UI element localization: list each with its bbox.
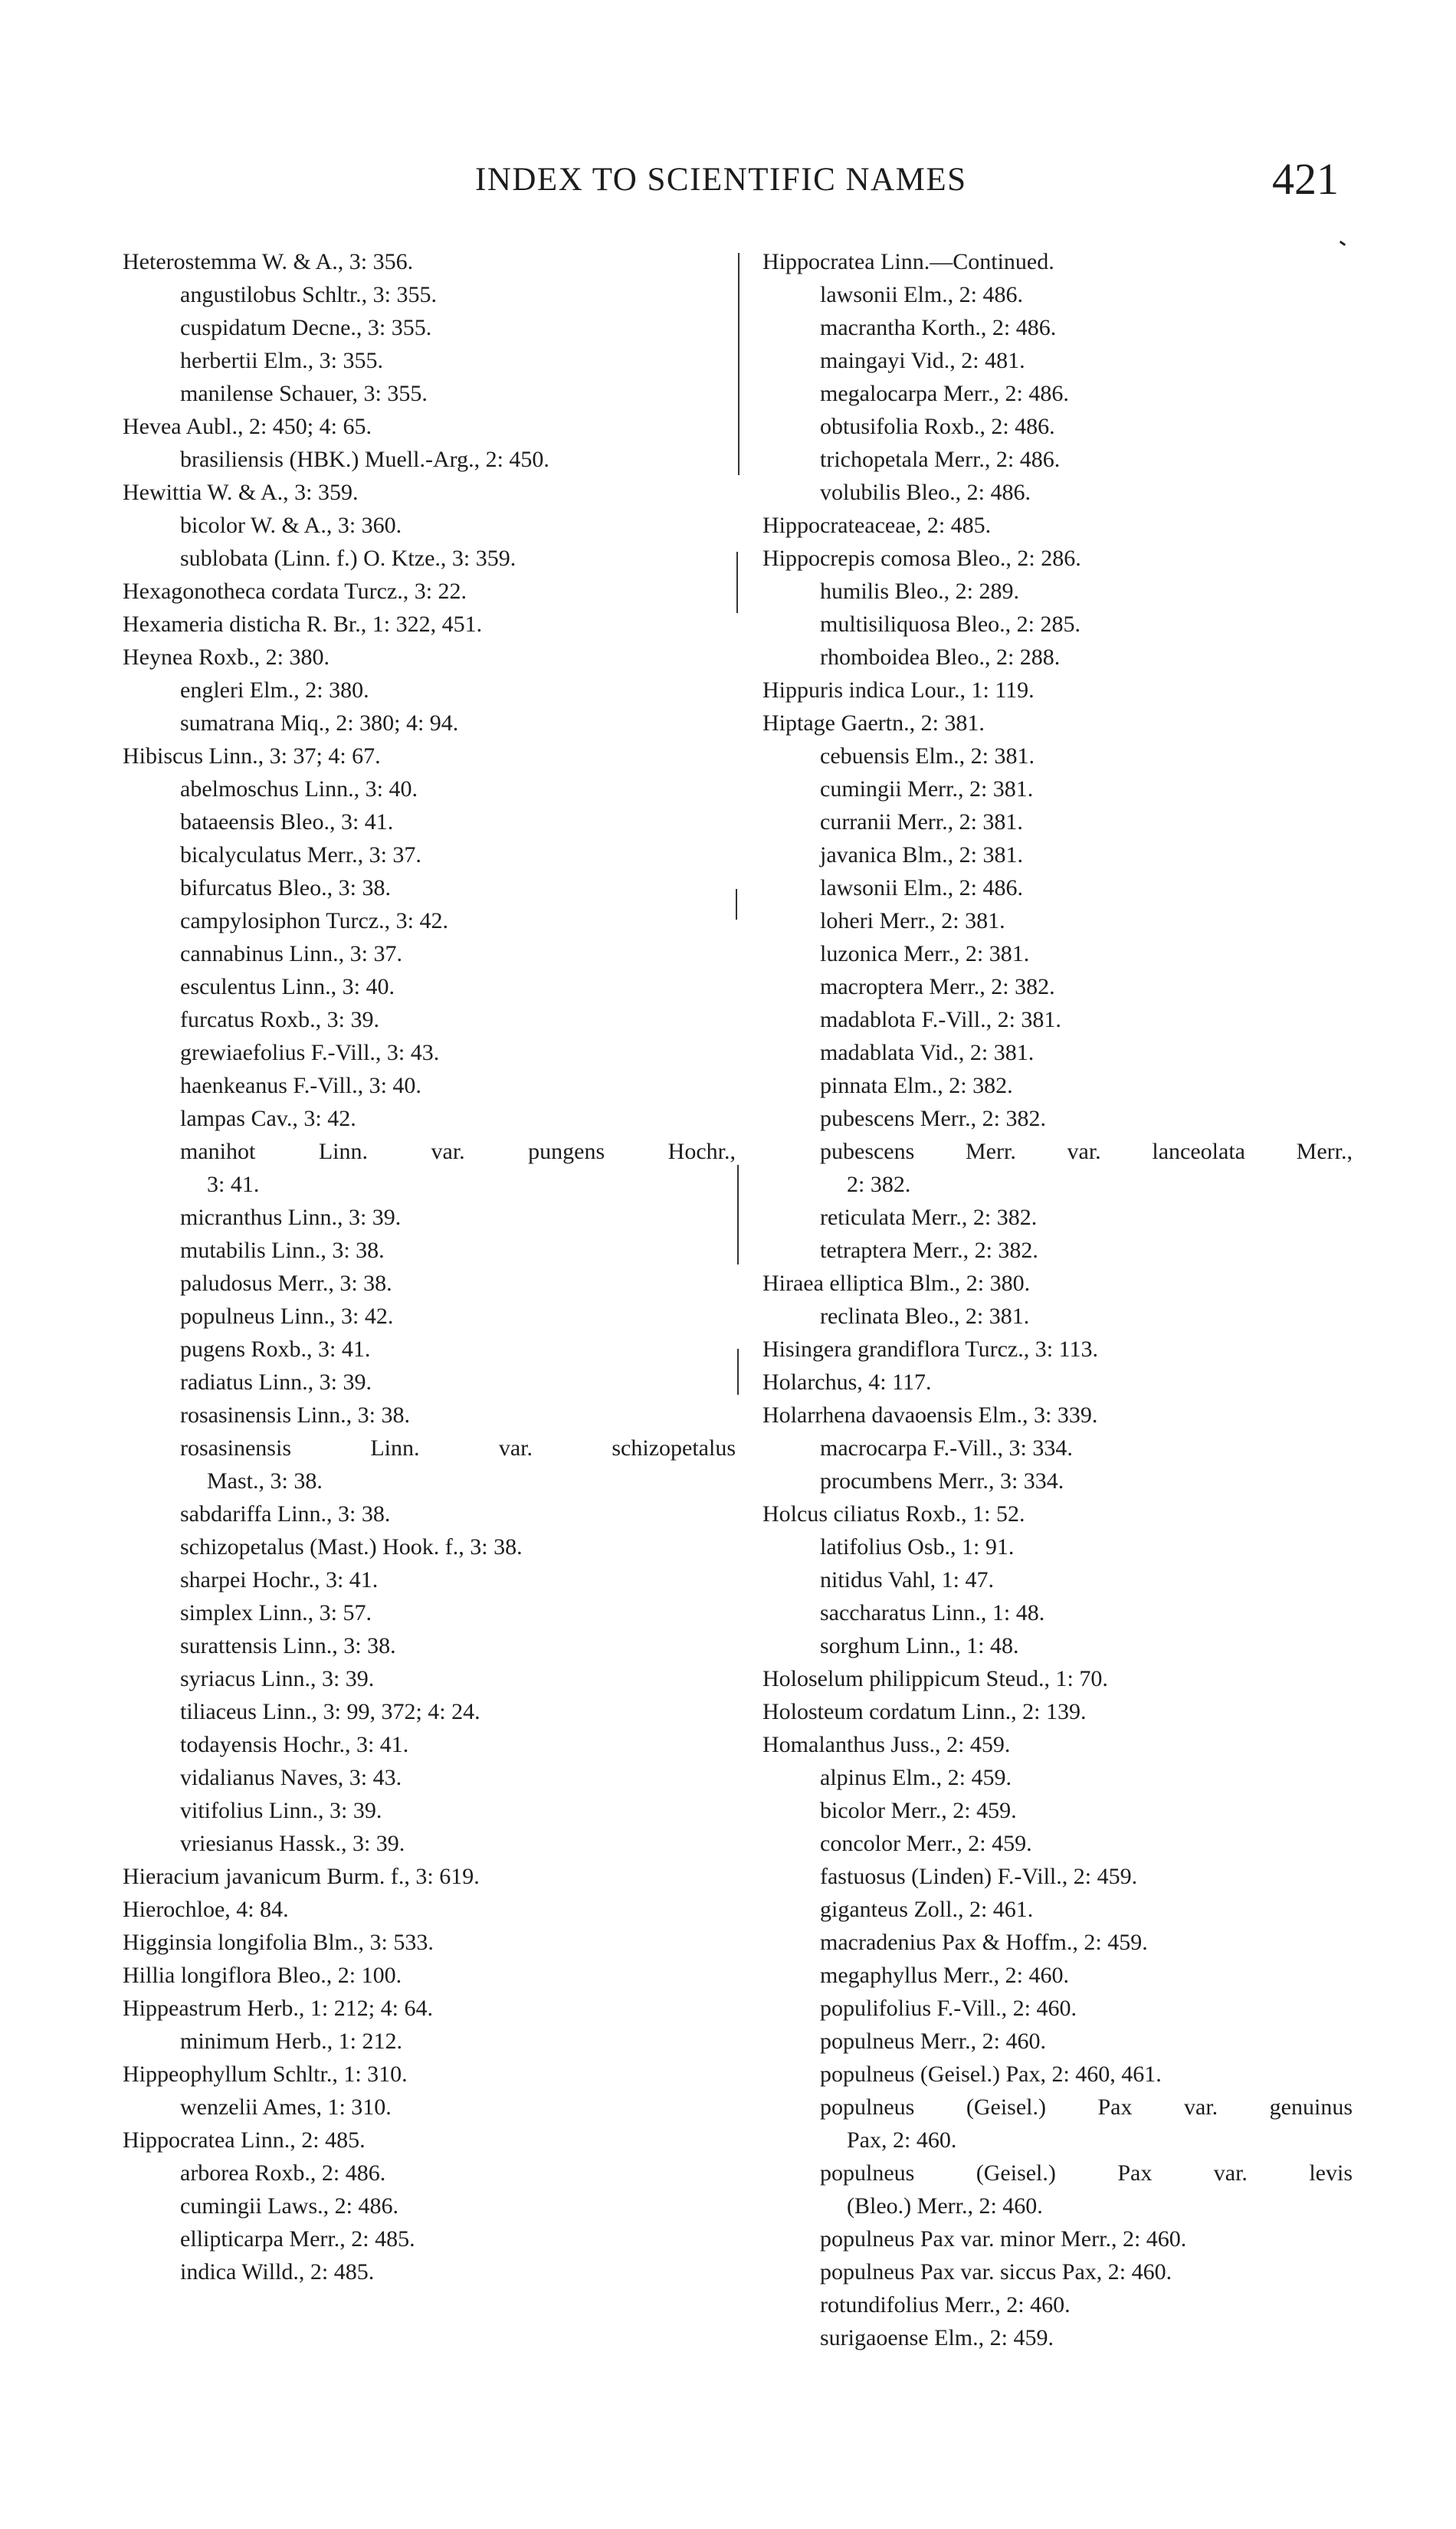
index-entry: manilense Schauer, 3: 355. [180, 381, 428, 406]
index-entry: pubescens Merr. var. lanceolata Merr., [820, 1139, 1353, 1164]
index-entry: Pax, 2: 460. [847, 2127, 957, 2153]
index-entry: Hippocrepis comosa Bleo., 2: 286. [762, 546, 1081, 571]
index-entry: Holoselum philippicum Steud., 1: 70. [762, 1666, 1108, 1691]
index-entry: Hiptage Gaertn., 2: 381. [762, 710, 985, 736]
index-entry: angustilobus Schltr., 3: 355. [180, 282, 438, 307]
index-entry: Heynea Roxb., 2: 380. [123, 645, 330, 670]
index-entry: sublobata (Linn. f.) O. Ktze., 3: 359. [180, 546, 516, 571]
index-entry: bicolor W. & A., 3: 360. [180, 513, 402, 538]
index-entry: pinnata Elm., 2: 382. [820, 1073, 1013, 1098]
index-entry: grewiaefolius F.-Vill., 3: 43. [180, 1040, 440, 1065]
index-entry: vitifolius Linn., 3: 39. [180, 1798, 382, 1823]
index-entry: surattensis Linn., 3: 38. [180, 1633, 396, 1658]
index-entry: rhomboidea Bleo., 2: 288. [820, 645, 1061, 670]
index-entry: manihot Linn. var. pungens Hochr., [180, 1139, 736, 1164]
index-entry: concolor Merr., 2: 459. [820, 1831, 1032, 1856]
index-entry: bataeensis Bleo., 3: 41. [180, 809, 394, 835]
index-entry: nitidus Vahl, 1: 47. [820, 1567, 994, 1593]
index-entry: Hippeophyllum Schltr., 1: 310. [123, 2062, 408, 2087]
index-entry: madablota F.-Vill., 2: 381. [820, 1007, 1061, 1032]
column-rule [738, 253, 739, 475]
index-entry: populifolius F.-Vill., 2: 460. [820, 1996, 1077, 2021]
index-entry: engleri Elm., 2: 380. [180, 677, 369, 703]
index-entry: rosasinensis Linn. var. schizopetalus [180, 1435, 736, 1461]
index-entry: latifolius Osb., 1: 91. [820, 1534, 1015, 1560]
index-entry: Heterostemma W. & A., 3: 356. [123, 249, 414, 274]
index-entry: Hieracium javanicum Burm. f., 3: 619. [123, 1864, 480, 1889]
index-entry: cebuensis Elm., 2: 381. [820, 743, 1035, 769]
index-entry: haenkeanus F.-Vill., 3: 40. [180, 1073, 421, 1098]
index-entry: cumingii Laws., 2: 486. [180, 2193, 398, 2219]
index-entry: megalocarpa Merr., 2: 486. [820, 381, 1069, 406]
index-entry: Hiraea elliptica Blm., 2: 380. [762, 1271, 1031, 1296]
index-entry: syriacus Linn., 3: 39. [180, 1666, 375, 1691]
index-entry: abelmoschus Linn., 3: 40. [180, 776, 418, 802]
index-entry: rosasinensis Linn., 3: 38. [180, 1402, 410, 1428]
index-column-left [123, 245, 736, 2288]
index-entry: procumbens Merr., 3: 334. [820, 1468, 1064, 1494]
index-entry: humilis Bleo., 2: 289. [820, 579, 1020, 604]
index-entry: populneus Linn., 3: 42. [180, 1304, 394, 1329]
index-entry: surigaoense Elm., 2: 459. [820, 2325, 1054, 2350]
index-entry: Holcus ciliatus Roxb., 1: 52. [762, 1501, 1025, 1527]
index-entry: obtusifolia Roxb., 2: 486. [820, 414, 1055, 439]
page-title: INDEX TO SCIENTIFIC NAMES [475, 162, 967, 198]
index-entry: macrocarpa F.-Vill., 3: 334. [820, 1435, 1073, 1461]
index-entry: lampas Cav., 3: 42. [180, 1106, 356, 1131]
index-entry: sorghum Linn., 1: 48. [820, 1633, 1019, 1658]
page-number: 421 [1272, 154, 1339, 204]
index-entry: Hippocratea Linn., 2: 485. [123, 2127, 366, 2153]
index-entry: cuspidatum Decne., 3: 355. [180, 315, 432, 340]
index-entry: macradenius Pax & Hoffm., 2: 459. [820, 1930, 1148, 1955]
index-entry: esculentus Linn., 3: 40. [180, 974, 395, 999]
index-entry: 2: 382. [847, 1172, 911, 1197]
index-entry: reclinata Bleo., 2: 381. [820, 1304, 1030, 1329]
index-entry: megaphyllus Merr., 2: 460. [820, 1963, 1069, 1988]
index-entry: lawsonii Elm., 2: 486. [820, 875, 1023, 900]
index-entry: tiliaceus Linn., 3: 99, 372; 4: 24. [180, 1699, 480, 1724]
index-entry: populneus (Geisel.) Pax, 2: 460, 461. [820, 2062, 1162, 2087]
index-entry: todayensis Hochr., 3: 41. [180, 1732, 409, 1757]
index-entry: madablata Vid., 2: 381. [820, 1040, 1035, 1065]
column-rule [736, 889, 737, 920]
index-entry: simplex Linn., 3: 57. [180, 1600, 372, 1625]
index-entry: mutabilis Linn., 3: 38. [180, 1238, 385, 1263]
index-entry: bicalyculatus Merr., 3: 37. [180, 842, 421, 868]
index-entry: wenzelii Ames, 1: 310. [180, 2094, 392, 2120]
index-entry: giganteus Zoll., 2: 461. [820, 1897, 1034, 1922]
index-entry: schizopetalus (Mast.) Hook. f., 3: 38. [180, 1534, 523, 1560]
index-entry: Higginsia longifolia Blm., 3: 533. [123, 1930, 434, 1955]
index-entry: luzonica Merr., 2: 381. [820, 941, 1030, 966]
index-entry: vidalianus Naves, 3: 43. [180, 1765, 402, 1790]
index-entry: cumingii Merr., 2: 381. [820, 776, 1034, 802]
index-entry: populneus Pax var. siccus Pax, 2: 460. [820, 2259, 1172, 2285]
index-entry: Hisingera grandiflora Turcz., 3: 113. [762, 1337, 1098, 1362]
index-entry: bicolor Merr., 2: 459. [820, 1798, 1017, 1823]
index-entry: bifurcatus Bleo., 3: 38. [180, 875, 391, 900]
index-entry: rotundifolius Merr., 2: 460. [820, 2292, 1071, 2317]
index-entry: macrantha Korth., 2: 486. [820, 315, 1057, 340]
index-entry: Holarrhena davaoensis Elm., 3: 339. [762, 1402, 1098, 1428]
index-entry: 3: 41. [207, 1172, 260, 1197]
index-entry: loheri Merr., 2: 381. [820, 908, 1005, 933]
index-entry: micranthus Linn., 3: 39. [180, 1205, 402, 1230]
index-entry: alpinus Elm., 2: 459. [820, 1765, 1012, 1790]
index-entry: populneus Merr., 2: 460. [820, 2029, 1046, 2054]
index-entry: trichopetala Merr., 2: 486. [820, 447, 1061, 472]
index-entry: furcatus Roxb., 3: 39. [180, 1007, 379, 1032]
index-entry: populneus (Geisel.) Pax var. levis [820, 2160, 1353, 2186]
index-entry: Holarchus, 4: 117. [762, 1369, 932, 1395]
index-entry: campylosiphon Turcz., 3: 42. [180, 908, 448, 933]
index-entry: maingayi Vid., 2: 481. [820, 348, 1025, 373]
index-entry: sumatrana Miq., 2: 380; 4: 94. [180, 710, 459, 736]
index-entry: sabdariffa Linn., 3: 38. [180, 1501, 391, 1527]
index-entry: tetraptera Merr., 2: 382. [820, 1238, 1038, 1263]
index-entry: Hibiscus Linn., 3: 37; 4: 67. [123, 743, 381, 769]
index-entry: Hewittia W. & A., 3: 359. [123, 480, 359, 505]
index-entry: Homalanthus Juss., 2: 459. [762, 1732, 1011, 1757]
index-entry: Hippuris indica Lour., 1: 119. [762, 677, 1035, 703]
index-entry: Hippeastrum Herb., 1: 212; 4: 64. [123, 1996, 433, 2021]
column-rule [737, 1349, 739, 1395]
index-entry: populneus Pax var. minor Merr., 2: 460. [820, 2226, 1187, 2252]
index-entry: Hexameria disticha R. Br., 1: 322, 451. [123, 612, 483, 637]
index-entry: Hierochloe, 4: 84. [123, 1897, 289, 1922]
index-entry: Mast., 3: 38. [207, 1468, 323, 1494]
index-entry: paludosus Merr., 3: 38. [180, 1271, 392, 1296]
index-entry: volubilis Bleo., 2: 486. [820, 480, 1031, 505]
index-entry: lawsonii Elm., 2: 486. [820, 282, 1023, 307]
index-column-right [762, 245, 1353, 2354]
index-entry: Hexagonotheca cordata Turcz., 3: 22. [123, 579, 467, 604]
index-entry: minimum Herb., 1: 212. [180, 2029, 402, 2054]
index-entry: Holosteum cordatum Linn., 2: 139. [762, 1699, 1087, 1724]
index-entry: macroptera Merr., 2: 382. [820, 974, 1055, 999]
index-entry: saccharatus Linn., 1: 48. [820, 1600, 1045, 1625]
index-entry: herbertii Elm., 3: 355. [180, 348, 383, 373]
index-entry: (Bleo.) Merr., 2: 460. [847, 2193, 1043, 2219]
index-entry: multisiliquosa Bleo., 2: 285. [820, 612, 1081, 637]
index-entry: reticulata Merr., 2: 382. [820, 1205, 1038, 1230]
index-entry: cannabinus Linn., 3: 37. [180, 941, 402, 966]
index-entry: Hippocrateaceae, 2: 485. [762, 513, 992, 538]
index-entry: fastuosus (Linden) F.-Vill., 2: 459. [820, 1864, 1138, 1889]
index-entry: Hevea Aubl., 2: 450; 4: 65. [123, 414, 372, 439]
column-rule [737, 1165, 739, 1264]
index-entry: Hippocratea Linn.—Continued. [762, 249, 1054, 274]
index-entry: populneus (Geisel.) Pax var. genuinus [820, 2094, 1353, 2120]
index-entry: Hillia longiflora Bleo., 2: 100. [123, 1963, 402, 1988]
index-entry: brasiliensis (HBK.) Muell.-Arg., 2: 450. [180, 447, 549, 472]
index-entry: vriesianus Hassk., 3: 39. [180, 1831, 405, 1856]
column-rule [736, 552, 738, 613]
index-entry: sharpei Hochr., 3: 41. [180, 1567, 379, 1593]
index-entry: javanica Blm., 2: 381. [820, 842, 1023, 868]
index-entry: radiatus Linn., 3: 39. [180, 1369, 372, 1395]
index-entry: arborea Roxb., 2: 486. [180, 2160, 386, 2186]
index-entry: pugens Roxb., 3: 41. [180, 1337, 371, 1362]
index-entry: pubescens Merr., 2: 382. [820, 1106, 1046, 1131]
running-head [0, 153, 1456, 215]
index-entry: ellipticarpa Merr., 2: 485. [180, 2226, 415, 2252]
index-entry: indica Willd., 2: 485. [180, 2259, 375, 2285]
index-entry: curranii Merr., 2: 381. [820, 809, 1023, 835]
